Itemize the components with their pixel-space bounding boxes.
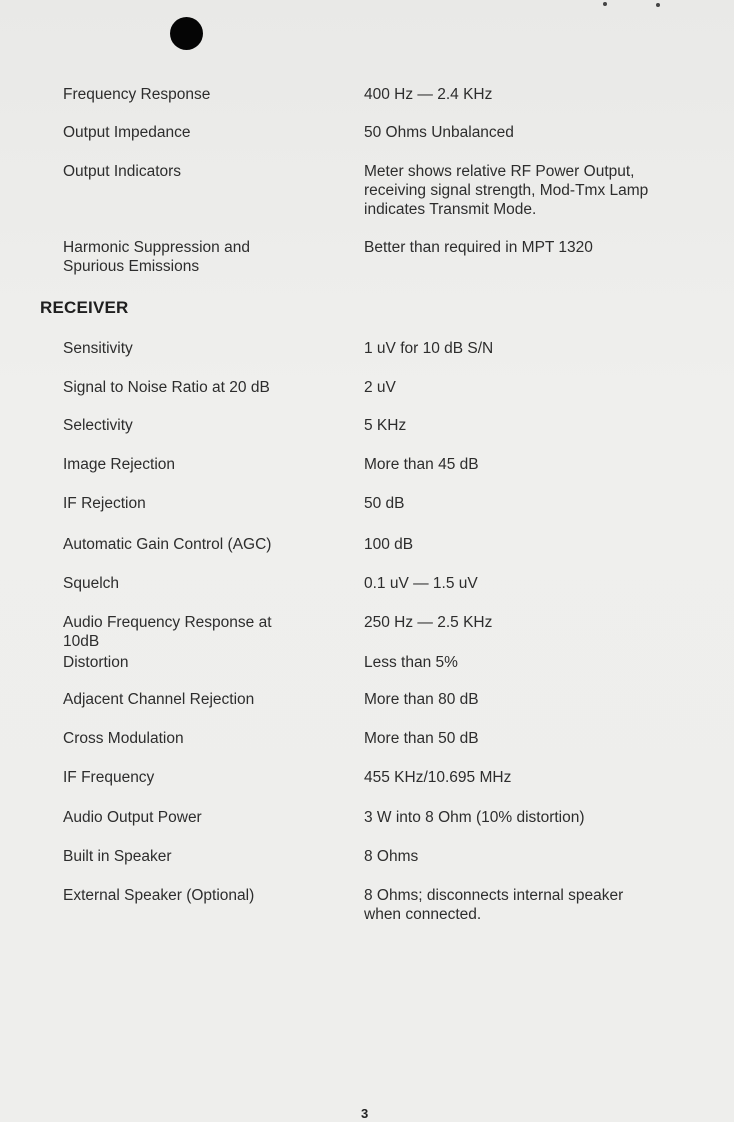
spec-label: Built in Speaker [63,848,172,865]
spec-value: 3 W into 8 Ohm (10% distortion) [364,809,585,826]
dust-speck [656,3,660,7]
spec-label: IF Frequency [63,769,155,786]
spec-label: Frequency Response [63,86,211,103]
spec-label: Automatic Gain Control (AGC) [63,536,272,553]
spec-value: 2 uV [364,379,396,396]
spec-value: Better than required in MPT 1320 [364,239,593,256]
spec-label: Output Indicators [63,163,182,180]
spec-value: 50 dB [364,495,405,512]
spec-value: 250 Hz — 2.5 KHz [364,614,493,631]
spec-label: Distortion [63,654,129,671]
spec-label: Squelch [63,575,120,592]
page-number: 3 [361,1106,369,1121]
spec-value: 5 KHz [364,417,407,434]
spec-label: Harmonic Suppression and Spurious Emissions [63,239,250,275]
spec-label: Signal to Noise Ratio at 20 dB [63,379,270,396]
punch-hole [170,17,203,50]
spec-value: 8 Ohms [364,848,419,865]
spec-label: Audio Output Power [63,809,202,826]
spec-label: Image Rejection [63,456,176,473]
section-heading-receiver: RECEIVER [40,298,129,317]
spec-label: Cross Modulation [63,730,184,747]
spec-value: 8 Ohms; disconnects internal speaker when connected. [364,887,624,923]
spec-value: Less than 5% [364,654,458,671]
spec-value: 455 KHz/10.695 MHz [364,769,512,786]
spec-label: Adjacent Channel Rejection [63,691,255,708]
spec-label: Sensitivity [63,340,133,357]
dust-speck [603,2,607,6]
spec-label: IF Rejection [63,495,146,512]
spec-label: Selectivity [63,417,133,434]
spec-value: Meter shows relative RF Power Output, receiving signal strength, Mod-Tmx Lamp indicates Transmit Mode. [364,163,649,218]
spec-value: 50 Ohms Unbalanced [364,124,514,141]
spec-value: More than 50 dB [364,730,479,747]
spec-label: Audio Frequency Response at 10dB [63,614,272,650]
spec-label: External Speaker (Optional) [63,887,255,904]
spec-value: 400 Hz — 2.4 KHz [364,86,493,103]
spec-value: 0.1 uV — 1.5 uV [364,575,478,592]
spec-value: More than 80 dB [364,691,479,708]
spec-value: More than 45 dB [364,456,479,473]
spec-value: 1 uV for 10 dB S/N [364,340,494,357]
spec-value: 100 dB [364,536,414,553]
spec-label: Output Impedance [63,124,191,141]
